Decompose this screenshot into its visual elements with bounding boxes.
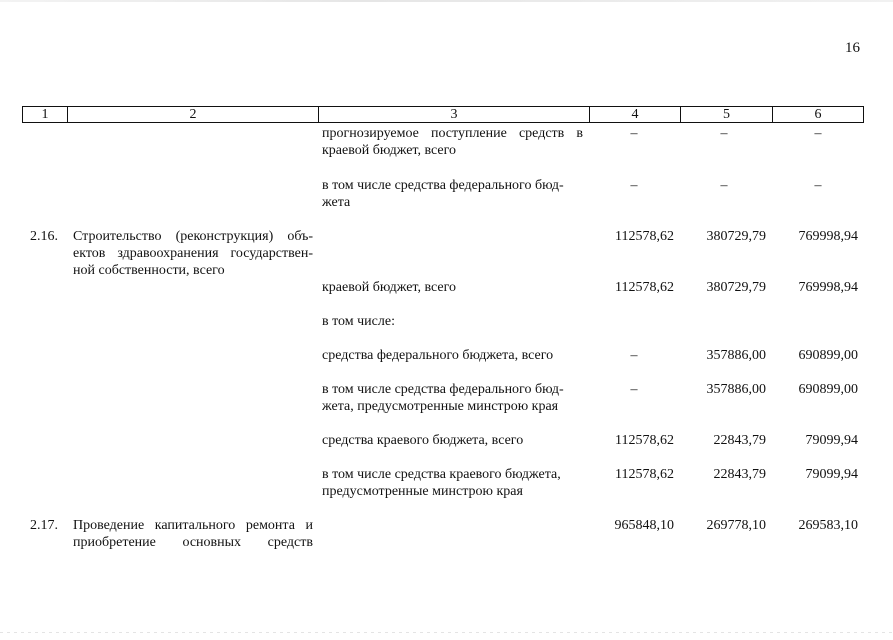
value-col-4: 112578,62 bbox=[615, 280, 674, 295]
section-title: ектов здравоохранения государствен- bbox=[73, 246, 313, 261]
value-col-6: 79099,94 bbox=[805, 467, 858, 482]
value-col-5: 357886,00 bbox=[706, 382, 766, 397]
row-text: в том числе: bbox=[322, 314, 395, 329]
value-col-6: 269583,10 bbox=[798, 518, 858, 533]
value-col-4: – bbox=[630, 178, 638, 193]
value-col-5: 22843,79 bbox=[713, 433, 766, 448]
row-text: прогнозируемое поступление средств в bbox=[322, 126, 583, 141]
section-title: ной собственности, всего bbox=[73, 263, 225, 278]
value-col-4: – bbox=[630, 348, 638, 363]
row-text: краевой бюджет, всего bbox=[322, 280, 457, 295]
header-col-3: 3 bbox=[319, 107, 590, 122]
value-col-4: – bbox=[630, 126, 638, 141]
section-title: приобретение основных средств bbox=[73, 535, 313, 550]
row-text: в том числе средства федерального бюд- bbox=[322, 178, 564, 193]
row-text: в том числе средства краевого бюджета, bbox=[322, 467, 561, 482]
value-col-5: 22843,79 bbox=[713, 467, 766, 482]
value-col-6: 690899,00 bbox=[798, 348, 858, 363]
section-title: Строительство (реконструкция) объ- bbox=[73, 229, 313, 244]
table-header-row bbox=[22, 106, 864, 123]
value-col-6: – bbox=[814, 126, 822, 141]
value-col-6: 769998,94 bbox=[798, 280, 858, 295]
header-col-4: 4 bbox=[590, 107, 681, 122]
header-col-2: 2 bbox=[68, 107, 319, 122]
section-number: 2.17. bbox=[30, 518, 58, 533]
row-text: жета, предусмотренные минстрою края bbox=[322, 399, 559, 414]
row-text: краевой бюджет, всего bbox=[322, 143, 457, 158]
value-col-4: 112578,62 bbox=[615, 433, 674, 448]
header-col-6: 6 bbox=[814, 107, 822, 122]
value-col-4: 112578,62 bbox=[615, 467, 674, 482]
value-col-4: 965848,10 bbox=[614, 518, 674, 533]
value-col-5: 380729,79 bbox=[706, 280, 766, 295]
value-col-6: 769998,94 bbox=[798, 229, 858, 244]
value-col-4: – bbox=[630, 382, 638, 397]
value-col-5: 357886,00 bbox=[706, 348, 766, 363]
scan-edge-bottom bbox=[0, 632, 893, 633]
header-col-5: 5 bbox=[681, 107, 773, 122]
row-text: жета bbox=[322, 195, 351, 210]
row-text: средства краевого бюджета, всего bbox=[322, 433, 524, 448]
value-col-6: – bbox=[814, 178, 822, 193]
value-col-6: 690899,00 bbox=[798, 382, 858, 397]
row-text: средства федерального бюджета, всего bbox=[322, 348, 554, 363]
value-col-5: – bbox=[720, 178, 728, 193]
row-text: в том числе средства федерального бюд- bbox=[322, 382, 564, 397]
value-col-5: 269778,10 bbox=[706, 518, 766, 533]
row-text: предусмотренные минстрою края bbox=[322, 484, 523, 499]
value-col-4: 112578,62 bbox=[615, 229, 674, 244]
page-number: 16 bbox=[845, 40, 860, 56]
section-title: Проведение капитального ремонта и bbox=[73, 518, 313, 533]
header-col-1: 1 bbox=[23, 107, 68, 122]
value-col-5: 380729,79 bbox=[706, 229, 766, 244]
scan-edge-top bbox=[0, 0, 893, 2]
value-col-6: 79099,94 bbox=[805, 433, 858, 448]
value-col-5: – bbox=[720, 126, 728, 141]
section-number: 2.16. bbox=[30, 229, 58, 244]
